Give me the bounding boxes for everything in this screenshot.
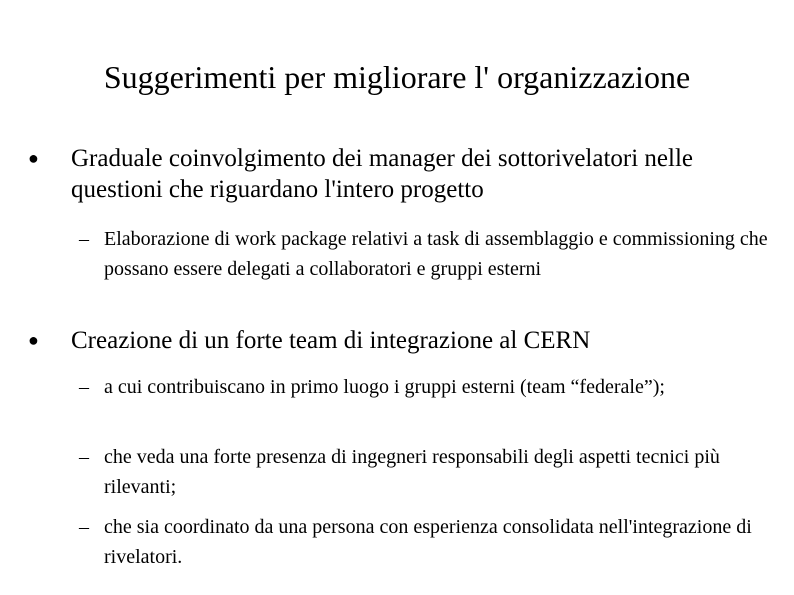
- slide-title: Suggerimenti per migliorare l' organizzazione: [103, 59, 691, 95]
- sub-bullet-marker: –: [79, 446, 89, 468]
- sub-bullet-marker: –: [79, 376, 89, 398]
- sub-bullet-text: a cui contribuiscano in primo luogo i gruppi esterni (team “federale”);: [104, 376, 665, 398]
- bullet-text: Graduale coinvolgimento dei manager dei sottorivelatori nelle questioni che riguardano l'intero progetto: [71, 145, 694, 203]
- sub-bullet-text: Elaborazione di work package relativi a task di assemblaggio e commissioning che possano essere delegati a collaboratori e gruppi esterni: [104, 228, 768, 280]
- sub-bullet-marker: –: [79, 228, 89, 250]
- sub-bullet-text: che sia coordinato da una persona con esperienza consolidata nell'integrazione di rivelatori.: [104, 516, 752, 568]
- bullet-marker: ●: [28, 148, 39, 168]
- sub-bullet-text: che veda una forte presenza di ingegneri responsabili degli aspetti tecnici più rilevanti;: [104, 446, 720, 498]
- bullet-text: Creazione di un forte team di integrazione al CERN: [71, 327, 591, 354]
- sub-bullet-marker: –: [79, 516, 89, 538]
- bullet-marker: ●: [28, 330, 39, 350]
